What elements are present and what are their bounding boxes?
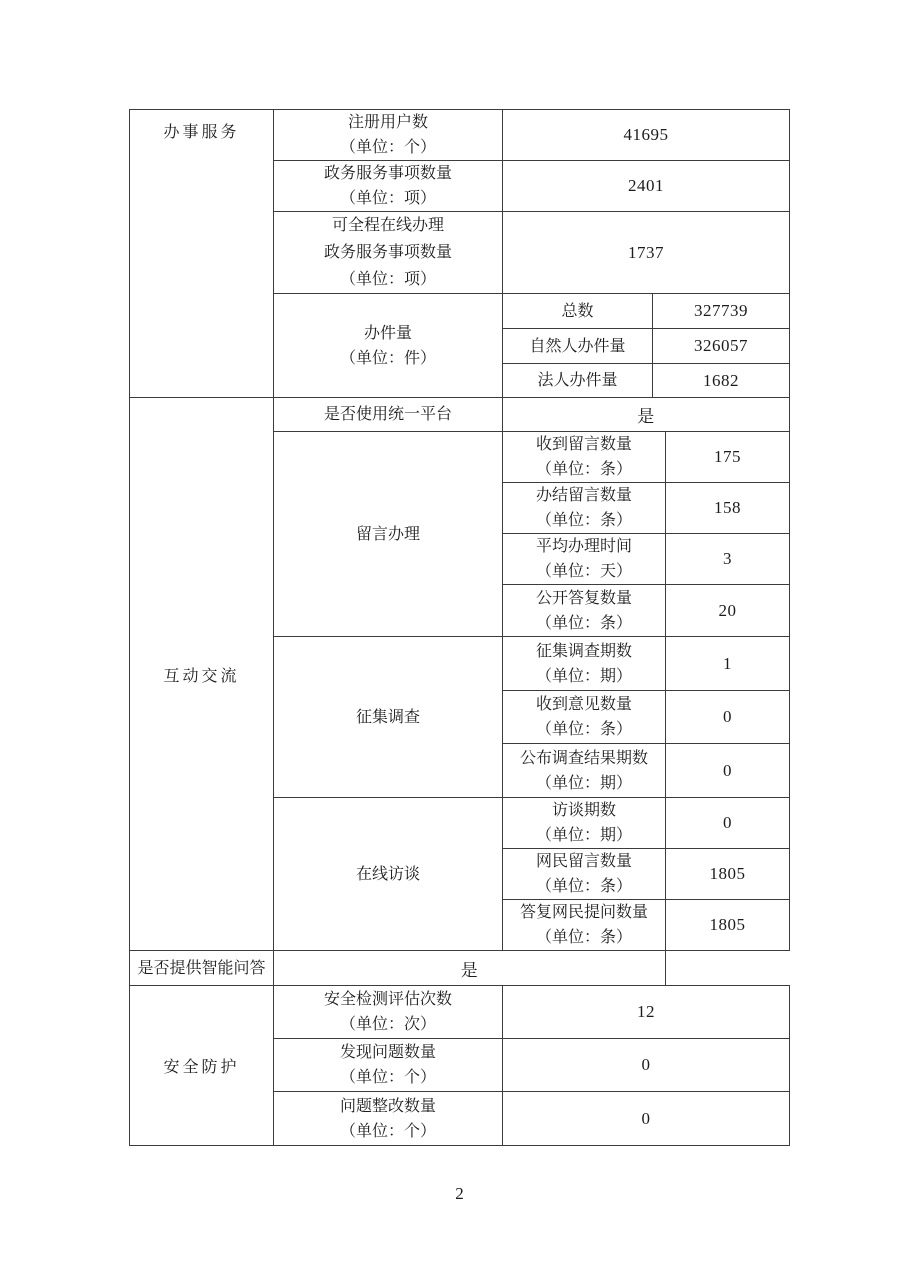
unit-text: （单位：次） [339,1016,436,1033]
unit-text: （单位：条） [535,614,632,632]
label-text: 政务服务事项数量 [323,244,452,261]
value-public-replies: 20 [666,585,790,637]
label-text: 征集调查期数 [535,642,632,660]
sublabel-avg-handling-time [503,534,666,585]
group-cell-security [130,986,274,1146]
label-text: 办结留言数量 [535,487,632,504]
label-text: 总数 [561,302,594,320]
label-unified-platform [274,398,503,432]
unit-text: （单位：个） [339,1069,436,1086]
value-natural-person: 326057 [653,329,790,364]
value-netizen-messages: 1805 [666,849,790,900]
sublabel-public-replies [503,585,666,637]
group-cell-interaction [130,398,274,951]
label-text: 是否使用统一平台 [323,406,452,423]
value-problems-rectified: 0 [503,1092,790,1146]
unit-text: （单位：期） [535,827,632,844]
label-text: 收到留言数量 [535,436,632,453]
label-text: 收到意见数量 [535,696,632,713]
label-text: 留言办理 [355,525,420,543]
label-text: 注册用户数 [347,114,428,131]
unit-text: （单位：条） [535,721,632,738]
value-survey-results-published: 0 [666,744,790,798]
table-row [130,398,790,432]
label-survey [274,637,503,798]
value-total: 327739 [653,294,790,329]
label-online-interview [274,798,503,951]
group-label: 办事服务 [163,124,240,141]
table-row [130,951,790,986]
value-service-items: 2401 [503,161,790,212]
sublabel-replies-to-netizens [503,900,666,951]
unit-text: （单位：个） [339,139,436,156]
label-text: 在线访谈 [355,865,420,883]
label-text: 法人办件量 [537,372,618,389]
value-replies-to-netizens: 1805 [666,900,790,951]
unit-text: （单位：条） [535,878,632,895]
value-messages-completed: 158 [666,483,790,534]
value-avg-handling-time: 3 [666,534,790,585]
group-cell-service [130,110,274,398]
label-registered-users [274,110,503,161]
value-security-assessments: 12 [503,986,790,1039]
sublabel-messages-completed [503,483,666,534]
label-smart-qa [130,951,274,986]
sublabel-survey-results-published [503,744,666,798]
unit-text: （单位：天） [535,563,632,580]
table-row [130,110,790,161]
label-text: 是否提供智能问答 [137,959,266,977]
label-problems-rectified [274,1092,503,1146]
value-legal-person: 1682 [653,364,790,398]
label-text: 自然人办件量 [529,337,626,355]
group-label: 安全防护 [163,1059,240,1076]
value-online-service-items: 1737 [503,212,790,294]
table-row [130,986,790,1039]
label-message-handling [274,432,503,637]
unit-text: （单位：项） [339,190,436,207]
value-survey-periods: 1 [666,637,790,691]
sublabel-natural-person [503,329,653,364]
label-text: 公布调查结果期数 [519,749,648,767]
label-handled-volume [274,294,503,398]
sublabel-total [503,294,653,329]
value-problems-found: 0 [503,1039,790,1092]
page-number: 2 [455,1184,464,1203]
unit-text: （单位：条） [535,461,632,478]
value-smart-qa: 是 [274,951,666,986]
sublabel-opinions-received [503,691,666,744]
value-interview-periods: 0 [666,798,790,849]
sublabel-netizen-messages [503,849,666,900]
label-problems-found [274,1039,503,1092]
label-text: 安全检测评估次数 [323,991,452,1008]
label-security-assessments [274,986,503,1039]
sublabel-legal-person [503,364,653,398]
label-text: 办件量 [363,324,412,342]
sublabel-interview-periods [503,798,666,849]
value-messages-received: 175 [666,432,790,483]
sublabel-messages-received [503,432,666,483]
label-text: 平均办理时间 [535,538,632,555]
unit-text: （单位：个） [339,1122,436,1140]
label-online-service-items [274,212,503,294]
unit-text: （单位：条） [535,929,632,946]
unit-text: （单位：期） [535,774,632,792]
group-label: 互动交流 [163,667,240,685]
unit-text: （单位：条） [535,512,632,529]
value-registered-users: 41695 [503,110,790,161]
label-text: 答复网民提问数量 [519,904,648,921]
value-opinions-received: 0 [666,691,790,744]
label-text: 访谈期数 [551,802,616,819]
label-text: 发现问题数量 [339,1044,436,1061]
unit-text: （单位：期） [535,667,632,685]
label-text: 征集调查 [355,708,420,726]
label-text: 政务服务事项数量 [323,165,452,182]
report-table [129,109,790,1146]
label-text: 公开答复数量 [535,589,632,607]
unit-text: （单位：件） [339,349,436,367]
label-text: 问题整改数量 [339,1097,436,1115]
label-service-items [274,161,503,212]
sublabel-survey-periods [503,637,666,691]
value-unified-platform: 是 [503,398,790,432]
unit-text: （单位：项） [339,271,436,288]
label-text: 可全程在线办理 [331,217,444,234]
label-text: 网民留言数量 [535,853,632,870]
